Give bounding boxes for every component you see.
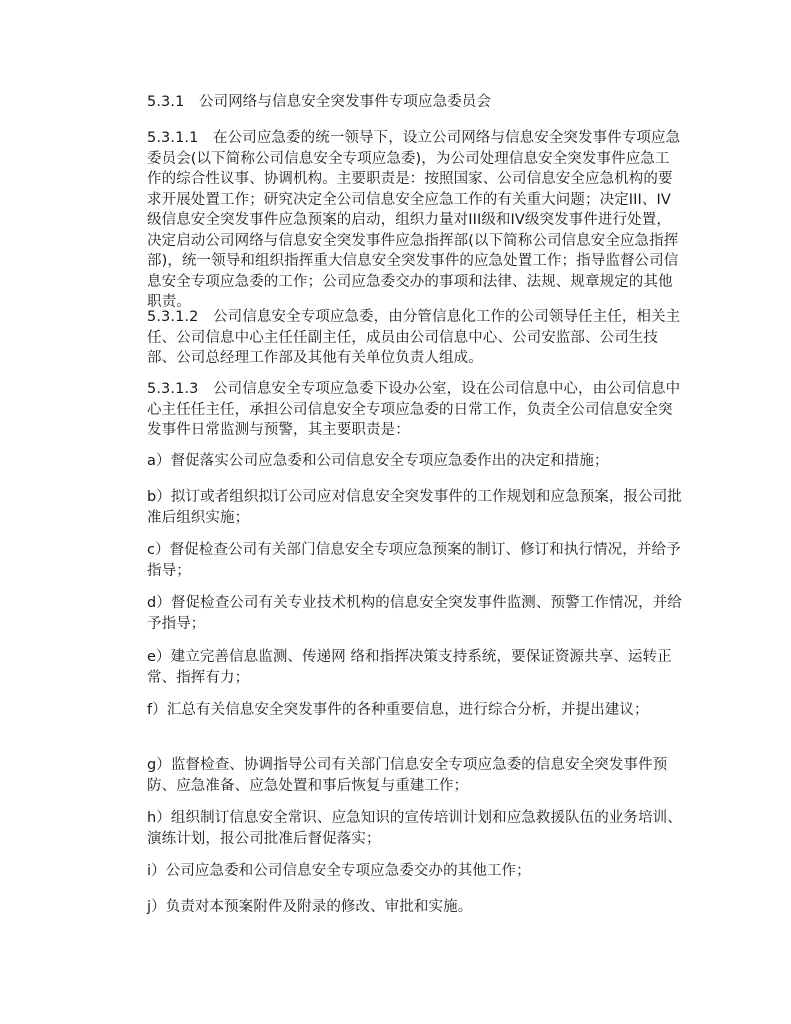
list-item-e: e）建立完善信息监测、传递网 络和指挥决策支持系统，要保证资源共享、运转正常、指挥有力； <box>147 649 672 686</box>
list-item-a: a）督促落实公司应急委和公司信息安全专项应急委作出的决定和措施； <box>147 453 609 469</box>
paragraph-5-3-1-3: 5.3.1.3 公司信息安全专项应急委下设办公室，设在公司信息中心，由公司信息中心主任任主任，承担公司信息安全专项应急委的日常工作，负责全公司信息安全突发事件日常监测与预警，其主要职责是： <box>147 381 681 438</box>
paragraph-5-3-1-2: 5.3.1.2 公司信息安全专项应急委，由分管信息化工作的公司领导任主任，相关主任、公司信息中心主任任副主任，成员由公司信息中心、公司安监部、公司生技部、公司总经理工作部及其他有关单位负责人组成。 <box>147 309 681 366</box>
list-item-d: d）督促检查公司有关专业技术机构的信息安全突发事件监测、预警工作情况，并给予指导； <box>147 595 682 632</box>
list-item-g: g）监督检查、协调指导公司有关部门信息安全专项应急委的信息安全突发事件预防、应急准备、应急处置和事后恢复与重建工作； <box>147 757 668 794</box>
section-heading: 5.3.1 公司网络与信息安全突发事件专项应急委员会 <box>147 94 491 110</box>
list-item-j: j）负责对本预案附件及附录的修改、审批和实施。 <box>147 899 473 915</box>
paragraph-5-3-1-1: 5.3.1.1 在公司应急委的统一领导下，设立公司网络与信息安全突发事件专项应急委员会(以下简称公司信息安全专项应急委)，为公司处理信息安全突发事件应急工作的综合性议事、协调机构。主要职责是：按照国家、公司信息安全应急机构的要求开展处置工作；研究决定全公司信息安全应急工作的有关重大问题；决定III、IV级信息安全突发事件应急预案的启动，组织力量对III级和IV级突发事件进行处置，决定启动公司网络与信息安全突发事件应急指挥部(以下简称公司信息安全应急指挥部)，统一领导和组织指挥重大信息安全突发事件的应急处置工作；指导监督公司信息安全专项应急委的工作；公司应急委交办的事项和法律、法规、规章规定的其他职责。 <box>147 130 681 310</box>
list-item-i: i）公司应急委和公司信息安全专项应急委交办的其他工作； <box>147 863 531 879</box>
list-item-c: c）督促检查公司有关部门信息安全专项应急预案的制订、修订和执行情况，并给予指导； <box>147 542 681 579</box>
list-item-f: f）汇总有关信息安全突发事件的各种重要信息，进行综合分析，并提出建议； <box>147 702 649 718</box>
list-item-h: h）组织制订信息安全常识、应急知识的宣传培训计划和应急救援队伍的业务培训、演练计划，报公司批准后督促落实； <box>147 810 682 847</box>
list-item-b: b）拟订或者组织拟订公司应对信息安全突发事件的工作规划和应急预案，报公司批准后组织实施； <box>147 489 682 526</box>
